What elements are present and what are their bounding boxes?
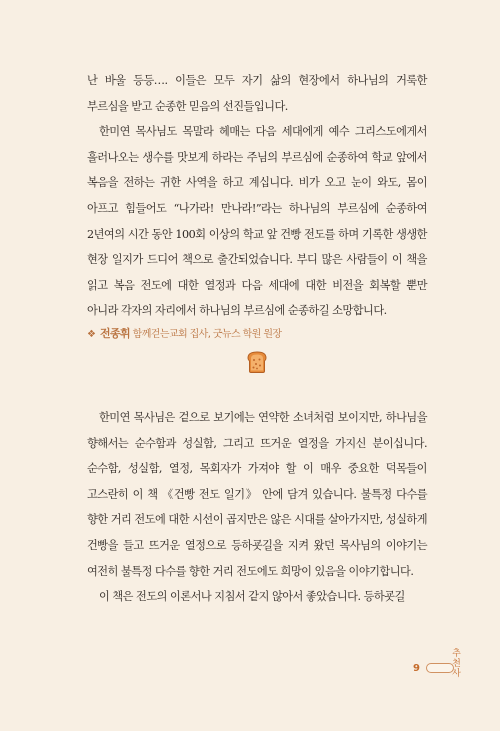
page-footer (413, 658, 454, 678)
endorsement-1-attribution (87, 326, 427, 343)
endorsement-2-paragraph-2: 이 책은 전도의 이론서나 지침서 같지 않아서 좋았습니다. 등하굣길 (99, 590, 405, 604)
page-number: 9 (413, 662, 420, 674)
endorser-name: 전종휘 (99, 326, 131, 340)
endorser-title: 함께걷는교회 집사, 굿뉴스 학원 원장 (132, 328, 282, 340)
endorsement-1-paragraph-2: 한미연 목사님도 목말라 헤매는 다음 세대에게 예수 그리스도에게서 흘러나오는 생수를 맛보게 하라는 주님의 부르심에 순종하여 학교 앞에서 복음을 전하는 귀한 사역을 하고 계십니다. 비가 오고 눈이 와도, 몸이 아프고 힘들어도 “나가라! 만나라!”라는 하나님의 부르심에 순종하여 2년여의 시간 동안 100회 이상의 학교 앞 건빵 전도를 하며 기록한 생생한 현장 일지가 드디어 책으로 출간되었습니다. 부디 많은 사람들이 이 책을 읽고 복음 전도에 대한 열정과 다음 세대에 대한 비전을 회복할 뿐만 아니라 각자의 자리에서 하나님의 부르심에 순종하길 소망합니다. (87, 125, 427, 318)
endorsement-2 (87, 405, 427, 610)
endorsement-1-paragraph-1: 난 바울 등등…. 이들은 모두 자기 삶의 현장에서 하나님의 거룩한 부르심을 받고 순종한 믿음의 선진들입니다. (87, 74, 427, 113)
bread-icon (244, 349, 270, 375)
endorsement-1 (87, 68, 427, 343)
endorsement-2-paragraph-1: 한미연 목사님은 겉으로 보기에는 연약한 소녀처럼 보이지만, 하나님을 향해서는 순수함과 성실함, 그리고 뜨거운 열정을 가지신 분이십니다. 순수함, 성실함, 열정, 목회자가 가져야 할 이 매우 중요한 덕목들이 고스란히 이 책 《건빵 전도 일기》 안에 담겨 있습니다. 불특정 다수를 향한 거리 전도에 대한 시선이 곱지만은 않은 시대를 살아가지만, 성실하게 건빵을 들고 뜨거운 열정으로 등하굣길을 지켜 왔던 목사님의 이야기는 여전히 불특정 다수를 향한 거리 전도에도 희망이 있음을 이야기합니다. (87, 411, 427, 578)
section-label: 추천사 (450, 648, 460, 678)
diamond-bullet-icon: ❖ (87, 328, 96, 340)
